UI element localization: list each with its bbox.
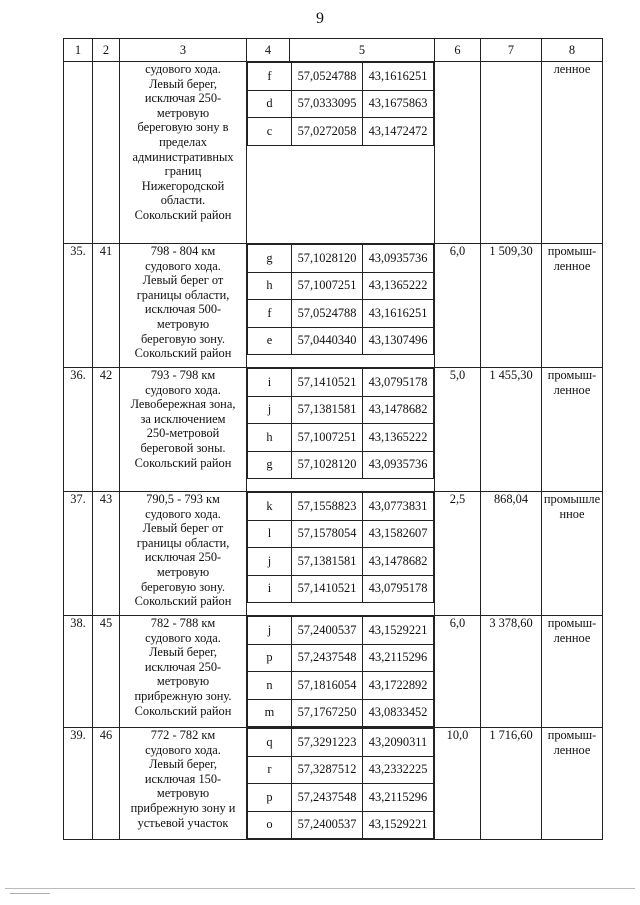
col-header-8: 8 xyxy=(542,39,603,62)
area-id: 41 xyxy=(93,244,120,368)
point-latitude: 57,0440340 xyxy=(292,327,363,355)
description-line: 793 - 798 км xyxy=(150,368,216,382)
point-latitude: 57,1028120 xyxy=(292,245,363,273)
point-label: k xyxy=(248,493,292,521)
point-longitude: 43,2115296 xyxy=(363,644,434,672)
description-line: метровую xyxy=(156,105,210,120)
point-row xyxy=(248,63,434,91)
point-label: r xyxy=(248,756,292,784)
point-longitude: 43,1529221 xyxy=(363,811,434,839)
point-label: i xyxy=(248,575,292,603)
description-line: Левый берег от xyxy=(142,273,224,288)
description-line: Сокольский район xyxy=(134,703,232,718)
table-row xyxy=(64,368,603,492)
description-line: исключая 250- xyxy=(144,91,222,106)
point-longitude: 43,1365222 xyxy=(363,424,434,452)
points-table xyxy=(247,368,434,479)
type-line: промыш- xyxy=(547,244,597,258)
table-row xyxy=(64,492,603,616)
point-row xyxy=(248,644,434,672)
area-description xyxy=(120,244,247,368)
point-longitude: 43,1307496 xyxy=(363,327,434,355)
description-line: устьевой участок xyxy=(137,815,229,830)
point-label: i xyxy=(248,369,292,397)
coordinate-points xyxy=(247,492,435,616)
description-line: за исключением xyxy=(140,411,226,426)
point-longitude: 43,1478682 xyxy=(363,548,434,576)
description-line: Левобережная зона, xyxy=(130,397,236,412)
point-label: f xyxy=(248,63,292,91)
description-line: судового хода. xyxy=(145,382,221,397)
area-description xyxy=(120,62,247,244)
type-line: промыш- xyxy=(547,616,597,630)
description-line: судового хода. xyxy=(145,506,221,521)
description-line: административных xyxy=(132,149,234,164)
type-line: промыш- xyxy=(547,368,597,382)
point-row xyxy=(248,493,434,521)
table-body xyxy=(64,62,603,840)
description-line: Левый берег, xyxy=(149,645,217,660)
points-table xyxy=(247,244,434,355)
point-label: c xyxy=(248,118,292,146)
type-line: ленное xyxy=(553,62,591,76)
description-line: пределах xyxy=(159,134,207,149)
row-number: 39. xyxy=(64,728,93,840)
row-number: 38. xyxy=(64,616,93,728)
point-longitude: 43,2090311 xyxy=(363,729,434,757)
points-table xyxy=(247,62,434,146)
area-value: 868,04 xyxy=(481,492,542,616)
area-value: 3 378,60 xyxy=(481,616,542,728)
point-row xyxy=(248,300,434,328)
point-row xyxy=(248,756,434,784)
header-row xyxy=(64,39,603,62)
description-line: исключая 250- xyxy=(144,659,222,674)
points-table xyxy=(247,492,434,603)
description-line: Нижегородской xyxy=(141,178,225,193)
row-number: 36. xyxy=(64,368,93,492)
point-longitude: 43,0795178 xyxy=(363,575,434,603)
point-row xyxy=(248,548,434,576)
description-line: метровую xyxy=(156,786,210,801)
area-id: 43 xyxy=(93,492,120,616)
row-number xyxy=(64,62,93,244)
area-id: 45 xyxy=(93,616,120,728)
point-label: o xyxy=(248,811,292,839)
point-latitude: 57,2437548 xyxy=(292,644,363,672)
coordinate-points xyxy=(247,244,435,368)
area-value: 1 455,30 xyxy=(481,368,542,492)
point-row xyxy=(248,617,434,645)
area-id: 42 xyxy=(93,368,120,492)
depth-value: 6,0 xyxy=(435,244,481,368)
depth-value: 6,0 xyxy=(435,616,481,728)
point-longitude: 43,1675863 xyxy=(363,90,434,118)
point-label: p xyxy=(248,644,292,672)
depth-value: 10,0 xyxy=(435,728,481,840)
point-label: q xyxy=(248,729,292,757)
point-latitude: 57,1410521 xyxy=(292,369,363,397)
type-line: ленное xyxy=(553,630,591,645)
type-line: нное xyxy=(559,506,585,521)
depth-value: 5,0 xyxy=(435,368,481,492)
point-row xyxy=(248,90,434,118)
col-header-4: 4 xyxy=(247,39,290,62)
area-value: 1 509,30 xyxy=(481,244,542,368)
area-description xyxy=(120,492,247,616)
description-line: границы области, xyxy=(136,287,230,302)
area-value: 1 716,60 xyxy=(481,728,542,840)
col-header-5: 5 xyxy=(290,39,435,62)
description-line: исключая 150- xyxy=(144,771,222,786)
coordinate-points xyxy=(247,728,435,840)
area-id xyxy=(93,62,120,244)
point-longitude: 43,0935736 xyxy=(363,451,434,479)
description-line: Левый берег, xyxy=(149,76,217,91)
area-description xyxy=(120,368,247,492)
type-line: промышле xyxy=(543,492,601,506)
type-line: ленное xyxy=(553,258,591,273)
point-latitude: 57,0524788 xyxy=(292,63,363,91)
coordinate-points xyxy=(247,62,435,244)
row-number: 35. xyxy=(64,244,93,368)
point-latitude: 57,0272058 xyxy=(292,118,363,146)
point-row xyxy=(248,396,434,424)
description-line: 798 - 804 км xyxy=(150,244,216,258)
point-latitude: 57,1558823 xyxy=(292,493,363,521)
description-line: Левый берег, xyxy=(149,757,217,772)
col-header-6: 6 xyxy=(435,39,481,62)
point-label: d xyxy=(248,90,292,118)
description-line: судового хода. xyxy=(145,62,221,76)
point-latitude: 57,1410521 xyxy=(292,575,363,603)
point-latitude: 57,3291223 xyxy=(292,729,363,757)
description-line: судового хода. xyxy=(145,630,221,645)
row-number: 37. xyxy=(64,492,93,616)
point-row xyxy=(248,811,434,839)
point-longitude: 43,1472472 xyxy=(363,118,434,146)
point-row xyxy=(248,245,434,273)
point-latitude: 57,3287512 xyxy=(292,756,363,784)
col-header-7: 7 xyxy=(481,39,542,62)
table-row xyxy=(64,728,603,840)
table-row xyxy=(64,62,603,244)
description-line: Сокольский район xyxy=(134,346,232,361)
description-line: 790,5 - 793 км xyxy=(146,492,220,506)
description-line: 250-метровой xyxy=(146,426,220,441)
type-line: ленное xyxy=(553,382,591,397)
description-line: исключая 500- xyxy=(144,302,222,317)
point-label: n xyxy=(248,672,292,700)
point-longitude: 43,1616251 xyxy=(363,63,434,91)
point-label: m xyxy=(248,699,292,727)
point-label: e xyxy=(248,327,292,355)
point-latitude: 57,0333095 xyxy=(292,90,363,118)
footer-rule-short xyxy=(10,893,50,894)
point-latitude: 57,1381581 xyxy=(292,396,363,424)
point-row xyxy=(248,118,434,146)
fishing-areas-table xyxy=(63,38,603,840)
description-line: метровую xyxy=(156,316,210,331)
description-line: Левый берег от xyxy=(142,521,224,536)
point-row xyxy=(248,672,434,700)
footer-rule xyxy=(5,888,635,889)
points-table xyxy=(247,616,434,727)
area-value xyxy=(481,62,542,244)
description-line: 782 - 788 км xyxy=(150,616,216,630)
point-longitude: 43,0773831 xyxy=(363,493,434,521)
description-line: метровую xyxy=(156,564,210,579)
point-latitude: 57,1816054 xyxy=(292,672,363,700)
page-number: 9 xyxy=(316,10,324,27)
point-label: h xyxy=(248,424,292,452)
description-line: исключая 250- xyxy=(144,550,222,565)
point-latitude: 57,1578054 xyxy=(292,520,363,548)
description-line: береговой зоны. xyxy=(140,440,226,455)
point-label: g xyxy=(248,451,292,479)
point-label: j xyxy=(248,548,292,576)
point-longitude: 43,0833452 xyxy=(363,699,434,727)
point-row xyxy=(248,327,434,355)
fishing-type xyxy=(542,368,603,492)
point-latitude: 57,1028120 xyxy=(292,451,363,479)
description-line: области. xyxy=(160,193,206,208)
point-longitude: 43,1722892 xyxy=(363,672,434,700)
point-latitude: 57,2400537 xyxy=(292,617,363,645)
point-row xyxy=(248,520,434,548)
description-line: судового хода. xyxy=(145,742,221,757)
description-line: 772 - 782 км xyxy=(150,728,216,742)
fishing-type xyxy=(542,244,603,368)
depth-value: 2,5 xyxy=(435,492,481,616)
point-row xyxy=(248,272,434,300)
point-latitude: 57,1767250 xyxy=(292,699,363,727)
point-latitude: 57,1381581 xyxy=(292,548,363,576)
point-label: l xyxy=(248,520,292,548)
point-row xyxy=(248,575,434,603)
description-line: береговую зону. xyxy=(141,579,225,594)
col-header-2: 2 xyxy=(93,39,120,62)
point-longitude: 43,1616251 xyxy=(363,300,434,328)
point-row xyxy=(248,729,434,757)
type-line: ленное xyxy=(553,742,591,757)
col-header-1: 1 xyxy=(64,39,93,62)
description-line: прибрежную зону и xyxy=(130,800,236,815)
point-row xyxy=(248,699,434,727)
point-longitude: 43,1365222 xyxy=(363,272,434,300)
coordinate-points xyxy=(247,616,435,728)
description-line: береговую зону в xyxy=(137,120,229,135)
area-description xyxy=(120,728,247,840)
point-label: g xyxy=(248,245,292,273)
point-latitude: 57,1007251 xyxy=(292,272,363,300)
depth-value xyxy=(435,62,481,244)
points-table xyxy=(247,728,434,839)
description-line: Сокольский район xyxy=(134,207,232,222)
point-longitude: 43,1529221 xyxy=(363,617,434,645)
point-label: h xyxy=(248,272,292,300)
point-longitude: 43,0795178 xyxy=(363,369,434,397)
point-row xyxy=(248,784,434,812)
point-longitude: 43,0935736 xyxy=(363,245,434,273)
description-line: береговую зону. xyxy=(141,331,225,346)
point-row xyxy=(248,369,434,397)
point-longitude: 43,1582607 xyxy=(363,520,434,548)
point-label: f xyxy=(248,300,292,328)
fishing-type xyxy=(542,728,603,840)
description-line: метровую xyxy=(156,674,210,689)
point-row xyxy=(248,424,434,452)
point-label: p xyxy=(248,784,292,812)
coordinate-points xyxy=(247,368,435,492)
point-latitude: 57,0524788 xyxy=(292,300,363,328)
description-line: Сокольский район xyxy=(134,594,232,609)
description-line: границ xyxy=(164,164,202,179)
type-line: промыш- xyxy=(547,728,597,742)
point-row xyxy=(248,451,434,479)
description-line: Сокольский район xyxy=(134,455,232,470)
description-line: прибрежную зону. xyxy=(134,688,232,703)
point-label: j xyxy=(248,396,292,424)
area-id: 46 xyxy=(93,728,120,840)
table-row xyxy=(64,616,603,728)
area-description xyxy=(120,616,247,728)
point-longitude: 43,2115296 xyxy=(363,784,434,812)
description-line: границы области, xyxy=(136,535,230,550)
table-row xyxy=(64,244,603,368)
fishing-type xyxy=(542,616,603,728)
point-latitude: 57,1007251 xyxy=(292,424,363,452)
fishing-type xyxy=(542,492,603,616)
point-longitude: 43,2332225 xyxy=(363,756,434,784)
point-latitude: 57,2437548 xyxy=(292,784,363,812)
point-label: j xyxy=(248,617,292,645)
point-latitude: 57,2400537 xyxy=(292,811,363,839)
point-longitude: 43,1478682 xyxy=(363,396,434,424)
description-line: судового хода. xyxy=(145,258,221,273)
fishing-type xyxy=(542,62,603,244)
col-header-3: 3 xyxy=(120,39,247,62)
